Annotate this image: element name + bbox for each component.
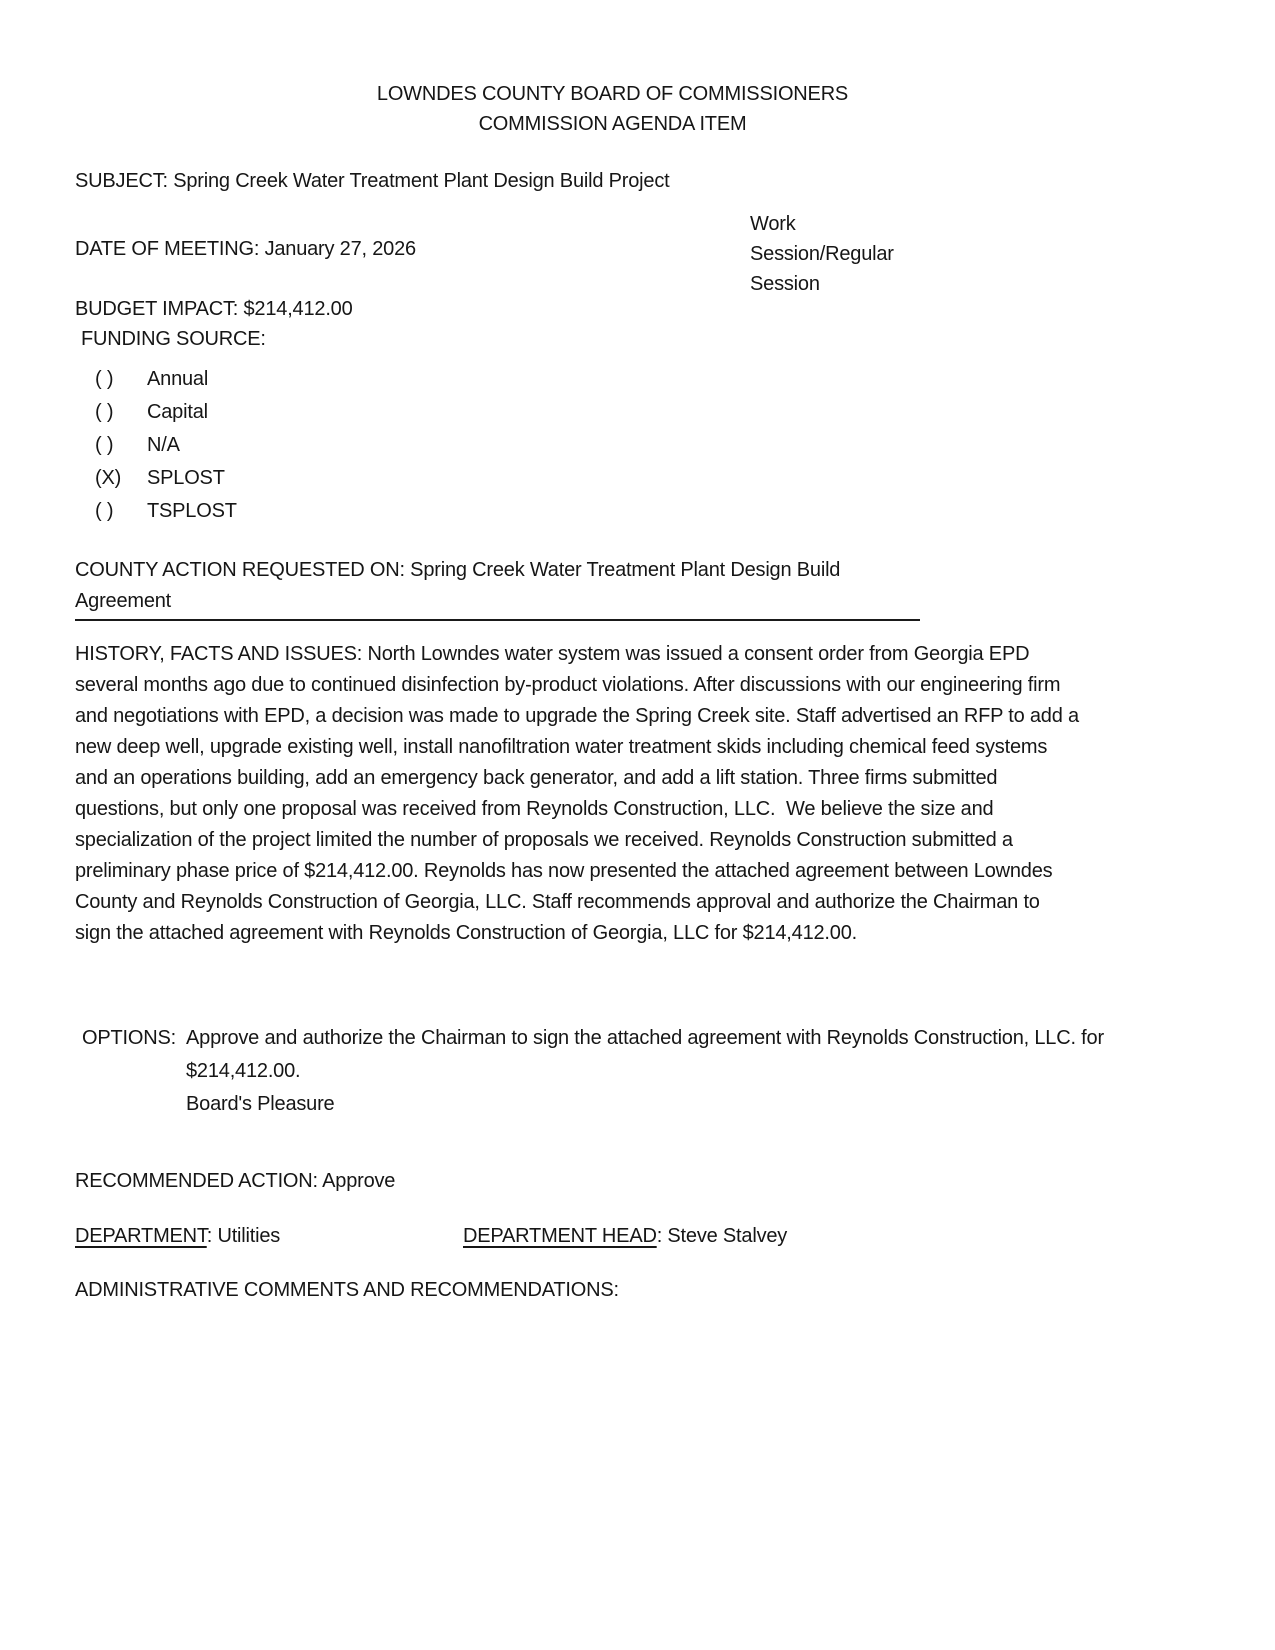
funding-option-label: Capital (147, 401, 208, 423)
recommended-action: RECOMMENDED ACTION: Approve (75, 1170, 396, 1192)
funding-option-splost (95, 462, 237, 495)
department-label: DEPARTMENT (75, 1225, 207, 1247)
funding-option-na (95, 429, 237, 462)
checkbox-mark: ( ) (95, 368, 114, 390)
funding-source-list (95, 363, 237, 528)
county-action-requested (75, 555, 920, 621)
department-head-value: : Steve Stalvey (656, 1225, 788, 1247)
department-head-label: DEPARTMENT HEAD (463, 1225, 657, 1247)
funding-option-label: N/A (147, 434, 180, 456)
checkbox-mark: ( ) (95, 434, 114, 456)
options-section (75, 1022, 1125, 1121)
subject-line: SUBJECT: Spring Creek Water Treatment Plant Design Build Project (75, 170, 670, 192)
agenda-item-title: COMMISSION AGENDA ITEM (478, 113, 747, 135)
department-head-group (463, 1225, 787, 1248)
options-content (186, 1022, 1118, 1121)
county-action-line2: Agreement (75, 590, 172, 612)
funding-option-tsplost (95, 495, 237, 528)
funding-option-label: TSPLOST (147, 500, 237, 522)
options-label: OPTIONS: (82, 1027, 176, 1049)
checkbox-mark: ( ) (95, 500, 114, 522)
funding-option-annual (95, 363, 237, 396)
checkbox-mark-checked: (X) (95, 467, 122, 489)
history-facts-issues: HISTORY, FACTS AND ISSUES: North Lowndes water system was issued a consent order from Georgia EPD several months ago due to continued disinfection by-product violations. After discussions with our engineering firm and negotiations with EPD, a decision was made to upgrade the Spring Creek site. Staff advertised an RFP to add a new deep well, upgrade existing well, install nanofiltration water treatment skids including chemical feed systems and an operations building, add an emergency back generator, and add a lift station. Three firms submitted questions, but only one proposal was received from Reynolds Construction, LLC. We believe the size and specialization of the project limited the number of proposals we received. Reynolds Construction submitted a preliminary phase price of $214,412.00. Reynolds has now presented the attached agreement between Lowndes County and Reynolds Construction of Georgia, LLC. Staff recommends approval and authorize the Chairman to sign the attached agreement with Reynolds Construction of Georgia, LLC for $214,412.00. (75, 643, 1085, 944)
funding-option-label: SPLOST (147, 467, 225, 489)
funding-source-label: FUNDING SOURCE: (81, 328, 266, 350)
option-item-approve: Approve and authorize the Chairman to sign the attached agreement with Reynolds Construction, LLC. for $214,412.00. (186, 1027, 1104, 1082)
department-value: : Utilities (206, 1225, 281, 1247)
date-of-meeting: DATE OF MEETING: January 27, 2026 (75, 238, 416, 260)
department-row (75, 1225, 1150, 1248)
option-item-boards-pleasure: Board's Pleasure (186, 1093, 335, 1115)
funding-option-label: Annual (147, 368, 209, 390)
department-group (75, 1225, 280, 1247)
administrative-comments: ADMINISTRATIVE COMMENTS AND RECOMMENDATIONS: (75, 1279, 619, 1301)
session-type: Work Session/Regular Session (750, 213, 894, 295)
board-title: LOWNDES COUNTY BOARD OF COMMISSIONERS (376, 83, 849, 105)
funding-option-capital (95, 396, 237, 429)
checkbox-mark: ( ) (95, 401, 114, 423)
budget-impact: BUDGET IMPACT: $214,412.00 (75, 298, 353, 320)
document-header (75, 79, 1150, 139)
county-action-line1: COUNTY ACTION REQUESTED ON: Spring Creek Water Treatment Plant Design Build (75, 559, 841, 581)
